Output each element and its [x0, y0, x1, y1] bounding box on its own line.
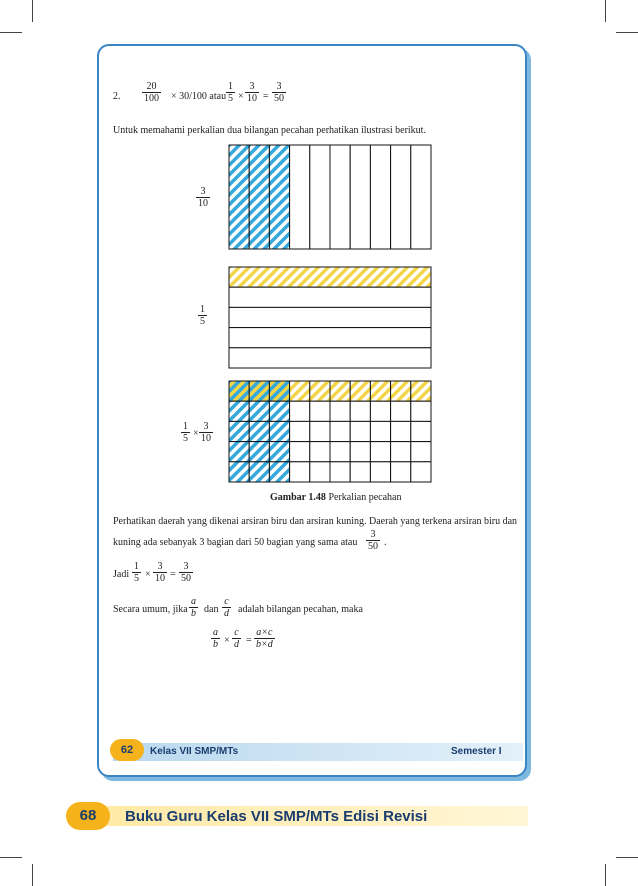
numerator: 1: [200, 304, 205, 315]
numerator: a: [213, 627, 218, 638]
grid-cell: [370, 401, 390, 421]
grid-cell-blue: [269, 401, 289, 421]
denominator: b: [191, 608, 196, 619]
grid-cell: [310, 442, 330, 462]
grid-cell: [350, 462, 370, 482]
fraction-model-product: [228, 380, 432, 483]
grid-cell: [310, 401, 330, 421]
caption-label: Gambar 1.48: [270, 492, 326, 503]
figure-label-3-10: [196, 186, 210, 209]
strip: [229, 348, 431, 368]
strip: [411, 145, 431, 249]
crop-mark: [0, 32, 22, 33]
numerator: a×c: [254, 627, 275, 639]
general-dan: dan: [204, 604, 219, 615]
grid-cell-blue: [269, 462, 289, 482]
crop-mark: [616, 32, 638, 33]
fraction-model-fifths: [228, 266, 432, 369]
grid-cell-blue: [229, 442, 249, 462]
grid-cell-yellow: [370, 381, 390, 401]
outer-page-number: 68: [66, 802, 110, 830]
grid-cell-yellow: [391, 381, 411, 401]
grid-cell: [411, 421, 431, 441]
denominator: d: [224, 608, 229, 619]
paragraph-fraction: [366, 529, 380, 552]
times-sign: ×: [224, 635, 230, 646]
fraction-model-tenths: [228, 144, 432, 250]
numerator: 3: [179, 561, 193, 573]
grid-cell: [391, 462, 411, 482]
caption-text: Perkalian pecahan: [328, 492, 402, 503]
strip: [310, 145, 330, 249]
crop-mark: [616, 857, 638, 858]
grid-cell-blue: [269, 421, 289, 441]
crop-mark: [605, 0, 606, 22]
grid-cell: [290, 462, 310, 482]
grid-cell: [350, 442, 370, 462]
figure-label-product-f2: [199, 421, 213, 444]
numerator: 20: [142, 81, 161, 93]
grid-cell-blue: [249, 442, 269, 462]
fraction-20-100: [142, 81, 161, 104]
figure-caption: [270, 492, 401, 504]
paragraph-line-2: kuning ada sebanyak 3 bagian dari 50 bagian yang sama atau: [113, 537, 358, 548]
fraction-3-50: [272, 81, 286, 104]
times-sign: ×: [238, 91, 244, 102]
numerator: c: [232, 627, 241, 639]
strip: [229, 287, 431, 307]
numerator: 1: [228, 81, 233, 92]
crop-mark: [32, 864, 33, 886]
denominator: 100: [144, 93, 159, 104]
fraction-1-5: [226, 81, 235, 104]
grid-cell: [350, 401, 370, 421]
formula-fraction-c-d: [232, 627, 241, 650]
grid-cell-blue: [249, 421, 269, 441]
crop-mark: [32, 0, 33, 22]
fraction-3-10: [245, 81, 259, 104]
grid-cell-yellow: [350, 381, 370, 401]
grid-cell: [391, 421, 411, 441]
paragraph-line-1: Perhatikan daerah yang dikenai arsiran biru dan arsiran kuning. Daerah yang terkena arsiran biru dan: [113, 516, 518, 527]
general-fraction-a-b: [189, 596, 198, 619]
formula-fraction-result: [254, 627, 275, 650]
shaded-strip: [249, 145, 269, 249]
grid-cell: [370, 462, 390, 482]
grid-cell: [370, 442, 390, 462]
grid-cell-yellow: [310, 381, 330, 401]
item-number: 2.: [113, 91, 121, 102]
strip: [370, 145, 390, 249]
intro-text: Untuk memahami perkalian dua bilangan pecahan perhatikan ilustrasi berikut.: [113, 125, 426, 136]
denominator: 5: [200, 316, 205, 327]
grid-cell: [350, 421, 370, 441]
denominator: d: [234, 639, 239, 650]
denominator: 5: [134, 573, 139, 584]
grid-cell: [411, 442, 431, 462]
grid-cell: [330, 462, 350, 482]
numerator: 3: [153, 561, 167, 573]
denominator: 10: [198, 198, 208, 209]
grid-cell-yellow: [411, 381, 431, 401]
inner-footer-semester: Semester I: [451, 746, 502, 757]
jadi-word: Jadi: [113, 569, 130, 580]
grid-cell-blue: [229, 401, 249, 421]
grid-cell: [411, 462, 431, 482]
jadi-fraction-3: [179, 561, 193, 584]
numerator: 3: [272, 81, 286, 93]
inner-footer-title: Kelas VII SMP/MTs: [150, 746, 239, 757]
strip: [391, 145, 411, 249]
grid-cell-blue: [269, 442, 289, 462]
grid-cell-blue: [249, 401, 269, 421]
numerator: 3: [196, 186, 210, 198]
item-text: × 30/100 atau: [171, 91, 227, 102]
shaded-strip: [229, 267, 431, 287]
grid-cell: [310, 462, 330, 482]
shaded-strip: [229, 145, 249, 249]
grid-cell-blue: [229, 462, 249, 482]
grid-cell-yellow: [330, 381, 350, 401]
grid-cell-overlap: [229, 381, 249, 401]
general-lead: Secara umum, jika: [113, 604, 188, 615]
grid-cell: [370, 421, 390, 441]
numerator: 3: [245, 81, 259, 93]
grid-cell: [330, 401, 350, 421]
denominator: 50: [274, 93, 284, 104]
denominator: 5: [183, 433, 188, 444]
numerator: 3: [366, 529, 380, 541]
denominator: 10: [247, 93, 257, 104]
grid-cell-yellow: [290, 381, 310, 401]
grid-cell: [411, 401, 431, 421]
general-fraction-c-d: [222, 596, 231, 619]
times-sign: ×: [145, 569, 151, 580]
grid-cell: [391, 401, 411, 421]
paragraph-period: .: [384, 537, 387, 548]
denominator: b×d: [256, 639, 273, 650]
grid-cell-blue: [229, 421, 249, 441]
general-tail: adalah bilangan pecahan, maka: [238, 604, 363, 615]
figure-label-1-5: [198, 304, 207, 327]
grid-cell: [330, 421, 350, 441]
numerator: a: [191, 596, 196, 607]
grid-cell: [290, 421, 310, 441]
denominator: b: [213, 639, 218, 650]
denominator: 10: [155, 573, 165, 584]
grid-cell: [290, 442, 310, 462]
figure-label-product-f1: [181, 421, 190, 444]
numerator: 3: [199, 421, 213, 433]
strip: [350, 145, 370, 249]
shaded-strip: [269, 145, 289, 249]
equals-sign: =: [246, 635, 252, 646]
denominator: 50: [181, 573, 191, 584]
times-sign: ×: [193, 428, 199, 439]
denominator: 5: [228, 93, 233, 104]
grid-cell-overlap: [269, 381, 289, 401]
jadi-fraction-1: [132, 561, 141, 584]
strip: [290, 145, 310, 249]
numerator: 1: [134, 561, 139, 572]
grid-cell: [330, 442, 350, 462]
grid-cell: [310, 421, 330, 441]
grid-cell-blue: [249, 462, 269, 482]
crop-mark: [0, 857, 22, 858]
strip: [229, 307, 431, 327]
numerator: 1: [183, 421, 188, 432]
jadi-fraction-2: [153, 561, 167, 584]
strip: [330, 145, 350, 249]
grid-cell: [290, 401, 310, 421]
strip: [229, 328, 431, 348]
equals-sign: =: [170, 569, 176, 580]
denominator: 50: [368, 541, 378, 552]
inner-page-number: 62: [110, 739, 144, 761]
grid-cell-overlap: [249, 381, 269, 401]
equals-sign: =: [263, 91, 269, 102]
numerator: c: [222, 596, 231, 608]
formula-fraction-a-b: [211, 627, 220, 650]
denominator: 10: [201, 433, 211, 444]
outer-footer-title: Buku Guru Kelas VII SMP/MTs Edisi Revisi: [125, 808, 428, 825]
grid-cell: [391, 442, 411, 462]
crop-mark: [605, 864, 606, 886]
